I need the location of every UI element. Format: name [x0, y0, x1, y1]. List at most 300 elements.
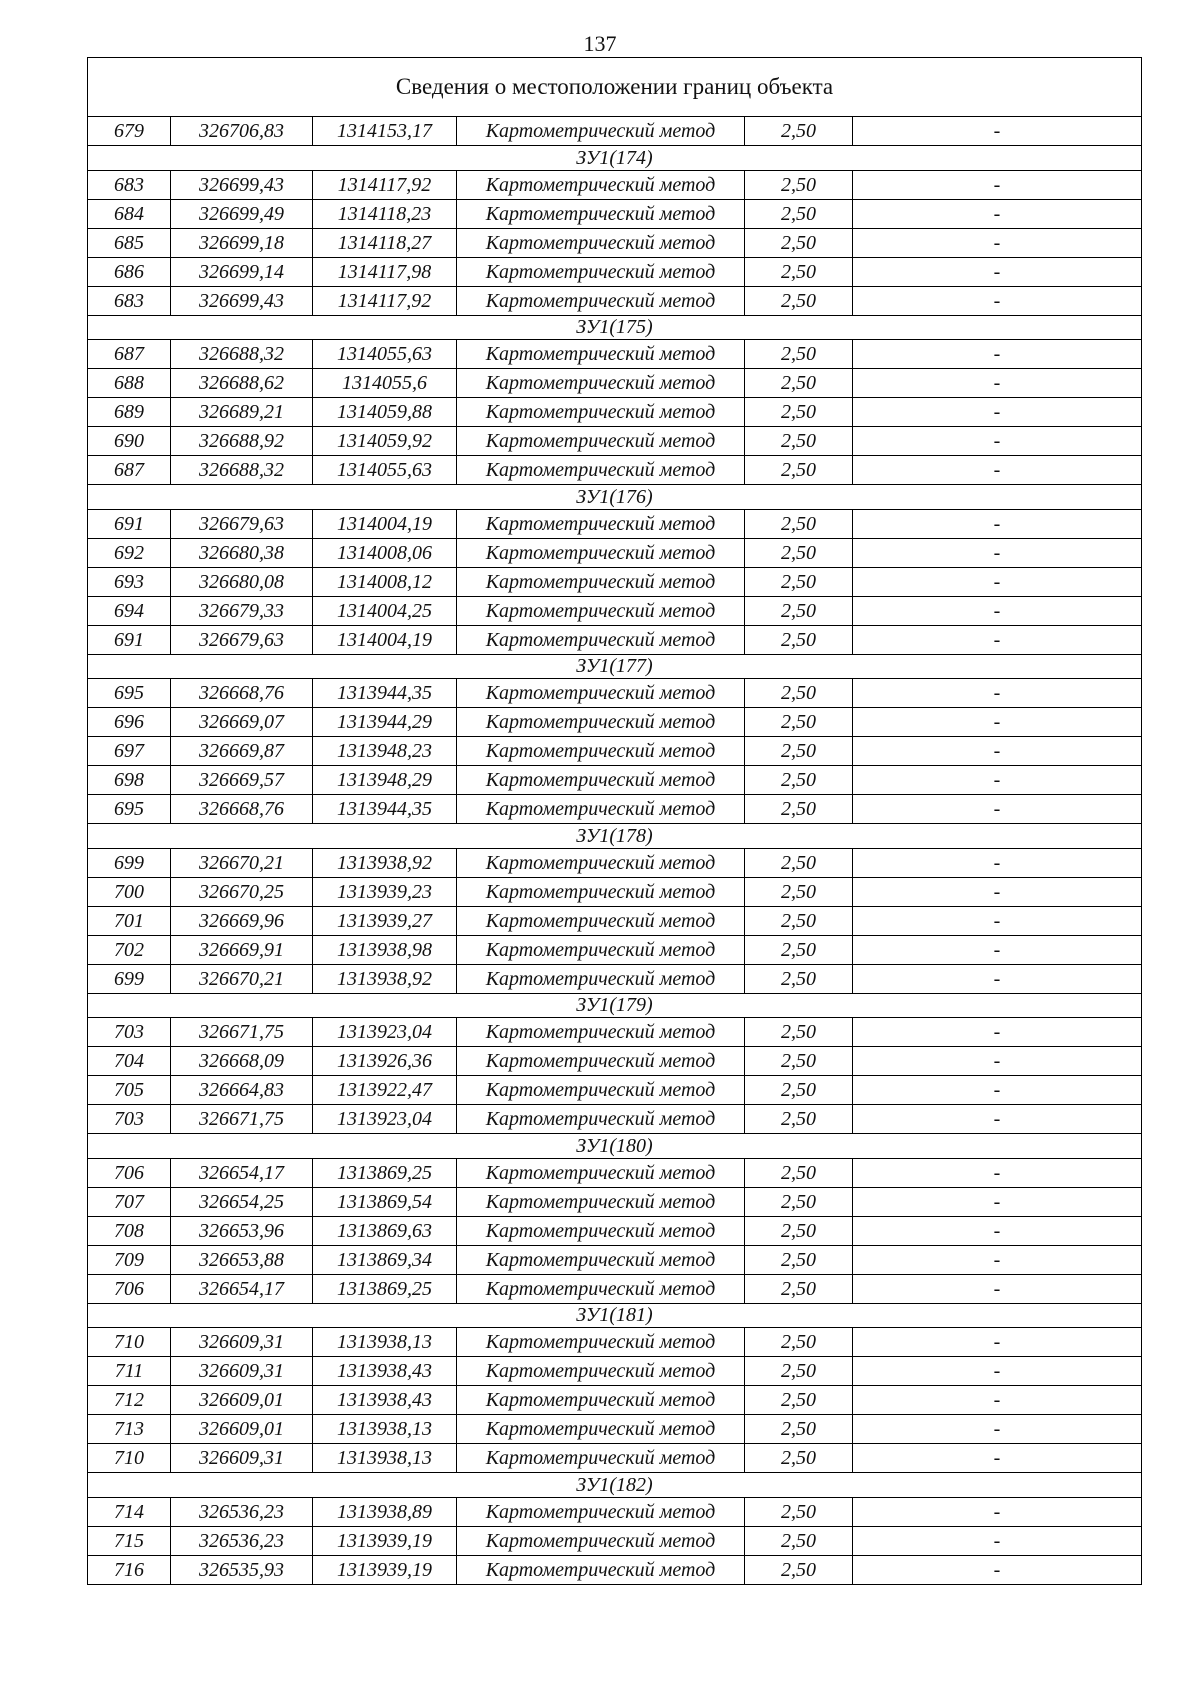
- table-header-row: [88, 58, 1142, 117]
- section-label: ЗУ1(178): [88, 824, 1142, 849]
- table-row: [88, 848, 1142, 877]
- point-number-cell: 696: [88, 708, 171, 737]
- y-coordinate-cell: 1314059,92: [313, 427, 457, 456]
- section-label: ЗУ1(181): [88, 1303, 1142, 1328]
- method-cell: Картометрический метод: [457, 1497, 745, 1526]
- description-cell: -: [853, 1497, 1142, 1526]
- accuracy-cell: 2,50: [745, 1386, 853, 1415]
- point-number-cell: 679: [88, 117, 171, 146]
- x-coordinate-cell: 326688,32: [171, 456, 313, 485]
- description-cell: -: [853, 1245, 1142, 1274]
- table-row: [88, 737, 1142, 766]
- description-cell: -: [853, 369, 1142, 398]
- y-coordinate-cell: 1313938,89: [313, 1497, 457, 1526]
- x-coordinate-cell: 326688,92: [171, 427, 313, 456]
- description-cell: -: [853, 1076, 1142, 1105]
- section-row: [88, 824, 1142, 849]
- table-row: [88, 369, 1142, 398]
- x-coordinate-cell: 326664,83: [171, 1076, 313, 1105]
- table-body: [88, 58, 1142, 1585]
- point-number-cell: 686: [88, 257, 171, 286]
- x-coordinate-cell: 326654,17: [171, 1274, 313, 1303]
- table-title: Сведения о местоположении границ объекта: [88, 58, 1142, 117]
- accuracy-cell: 2,50: [745, 228, 853, 257]
- x-coordinate-cell: 326609,31: [171, 1328, 313, 1357]
- table-row: [88, 199, 1142, 228]
- y-coordinate-cell: 1313926,36: [313, 1047, 457, 1076]
- point-number-cell: 706: [88, 1158, 171, 1187]
- method-cell: Картометрический метод: [457, 795, 745, 824]
- table-row: [88, 509, 1142, 538]
- x-coordinate-cell: 326670,21: [171, 848, 313, 877]
- description-cell: -: [853, 340, 1142, 369]
- point-number-cell: 702: [88, 935, 171, 964]
- accuracy-cell: 2,50: [745, 1497, 853, 1526]
- table-row: [88, 1328, 1142, 1357]
- accuracy-cell: 2,50: [745, 596, 853, 625]
- x-coordinate-cell: 326699,43: [171, 170, 313, 199]
- method-cell: Картометрический метод: [457, 117, 745, 146]
- y-coordinate-cell: 1313939,19: [313, 1526, 457, 1555]
- y-coordinate-cell: 1314008,12: [313, 567, 457, 596]
- method-cell: Картометрический метод: [457, 1076, 745, 1105]
- description-cell: -: [853, 1444, 1142, 1473]
- y-coordinate-cell: 1313938,92: [313, 964, 457, 993]
- table-row: [88, 1444, 1142, 1473]
- accuracy-cell: 2,50: [745, 935, 853, 964]
- table-row: [88, 170, 1142, 199]
- y-coordinate-cell: 1313939,27: [313, 906, 457, 935]
- y-coordinate-cell: 1313938,98: [313, 935, 457, 964]
- method-cell: Картометрический метод: [457, 877, 745, 906]
- x-coordinate-cell: 326669,96: [171, 906, 313, 935]
- y-coordinate-cell: 1314118,27: [313, 228, 457, 257]
- accuracy-cell: 2,50: [745, 340, 853, 369]
- accuracy-cell: 2,50: [745, 456, 853, 485]
- point-number-cell: 685: [88, 228, 171, 257]
- y-coordinate-cell: 1314004,19: [313, 509, 457, 538]
- point-number-cell: 709: [88, 1245, 171, 1274]
- point-number-cell: 704: [88, 1047, 171, 1076]
- section-label: ЗУ1(182): [88, 1473, 1142, 1498]
- accuracy-cell: 2,50: [745, 1555, 853, 1584]
- x-coordinate-cell: 326679,33: [171, 596, 313, 625]
- point-number-cell: 703: [88, 1018, 171, 1047]
- accuracy-cell: 2,50: [745, 1047, 853, 1076]
- accuracy-cell: 2,50: [745, 1328, 853, 1357]
- x-coordinate-cell: 326668,76: [171, 795, 313, 824]
- point-number-cell: 700: [88, 877, 171, 906]
- description-cell: -: [853, 286, 1142, 315]
- method-cell: Картометрический метод: [457, 1526, 745, 1555]
- method-cell: Картометрический метод: [457, 1357, 745, 1386]
- x-coordinate-cell: 326670,25: [171, 877, 313, 906]
- y-coordinate-cell: 1314059,88: [313, 398, 457, 427]
- method-cell: Картометрический метод: [457, 1158, 745, 1187]
- method-cell: Картометрический метод: [457, 398, 745, 427]
- table-row: [88, 567, 1142, 596]
- y-coordinate-cell: 1314055,63: [313, 456, 457, 485]
- accuracy-cell: 2,50: [745, 1245, 853, 1274]
- x-coordinate-cell: 326680,08: [171, 567, 313, 596]
- description-cell: -: [853, 199, 1142, 228]
- x-coordinate-cell: 326706,83: [171, 117, 313, 146]
- accuracy-cell: 2,50: [745, 509, 853, 538]
- description-cell: -: [853, 427, 1142, 456]
- section-row: [88, 1303, 1142, 1328]
- table-row: [88, 1386, 1142, 1415]
- accuracy-cell: 2,50: [745, 1274, 853, 1303]
- y-coordinate-cell: 1313939,19: [313, 1555, 457, 1584]
- point-number-cell: 697: [88, 737, 171, 766]
- y-coordinate-cell: 1313869,25: [313, 1274, 457, 1303]
- method-cell: Картометрический метод: [457, 228, 745, 257]
- point-number-cell: 703: [88, 1105, 171, 1134]
- description-cell: -: [853, 848, 1142, 877]
- y-coordinate-cell: 1313923,04: [313, 1105, 457, 1134]
- x-coordinate-cell: 326688,62: [171, 369, 313, 398]
- y-coordinate-cell: 1313944,35: [313, 795, 457, 824]
- accuracy-cell: 2,50: [745, 848, 853, 877]
- description-cell: -: [853, 117, 1142, 146]
- x-coordinate-cell: 326679,63: [171, 625, 313, 654]
- method-cell: Картометрический метод: [457, 286, 745, 315]
- section-label: ЗУ1(180): [88, 1134, 1142, 1159]
- y-coordinate-cell: 1314117,98: [313, 257, 457, 286]
- section-row: [88, 654, 1142, 679]
- description-cell: -: [853, 257, 1142, 286]
- y-coordinate-cell: 1314004,19: [313, 625, 457, 654]
- method-cell: Картометрический метод: [457, 567, 745, 596]
- point-number-cell: 699: [88, 964, 171, 993]
- description-cell: -: [853, 708, 1142, 737]
- point-number-cell: 711: [88, 1357, 171, 1386]
- description-cell: -: [853, 228, 1142, 257]
- accuracy-cell: 2,50: [745, 199, 853, 228]
- y-coordinate-cell: 1313948,23: [313, 737, 457, 766]
- table-row: [88, 286, 1142, 315]
- point-number-cell: 698: [88, 766, 171, 795]
- section-row: [88, 315, 1142, 340]
- method-cell: Картометрический метод: [457, 906, 745, 935]
- description-cell: -: [853, 935, 1142, 964]
- accuracy-cell: 2,50: [745, 1018, 853, 1047]
- x-coordinate-cell: 326653,88: [171, 1245, 313, 1274]
- point-number-cell: 713: [88, 1415, 171, 1444]
- accuracy-cell: 2,50: [745, 1076, 853, 1105]
- method-cell: Картометрический метод: [457, 1047, 745, 1076]
- y-coordinate-cell: 1313938,43: [313, 1357, 457, 1386]
- table-row: [88, 1105, 1142, 1134]
- x-coordinate-cell: 326609,01: [171, 1386, 313, 1415]
- method-cell: Картометрический метод: [457, 340, 745, 369]
- description-cell: -: [853, 509, 1142, 538]
- description-cell: -: [853, 1216, 1142, 1245]
- method-cell: Картометрический метод: [457, 848, 745, 877]
- description-cell: -: [853, 1187, 1142, 1216]
- description-cell: -: [853, 877, 1142, 906]
- x-coordinate-cell: 326671,75: [171, 1018, 313, 1047]
- y-coordinate-cell: 1314118,23: [313, 199, 457, 228]
- section-row: [88, 993, 1142, 1018]
- point-number-cell: 689: [88, 398, 171, 427]
- method-cell: Картометрический метод: [457, 766, 745, 795]
- section-label: ЗУ1(179): [88, 993, 1142, 1018]
- method-cell: Картометрический метод: [457, 679, 745, 708]
- description-cell: -: [853, 1105, 1142, 1134]
- y-coordinate-cell: 1313938,43: [313, 1386, 457, 1415]
- table-row: [88, 625, 1142, 654]
- accuracy-cell: 2,50: [745, 1105, 853, 1134]
- y-coordinate-cell: 1313938,92: [313, 848, 457, 877]
- description-cell: -: [853, 766, 1142, 795]
- point-number-cell: 687: [88, 340, 171, 369]
- y-coordinate-cell: 1314153,17: [313, 117, 457, 146]
- description-cell: -: [853, 596, 1142, 625]
- method-cell: Картометрический метод: [457, 1274, 745, 1303]
- point-number-cell: 693: [88, 567, 171, 596]
- accuracy-cell: 2,50: [745, 795, 853, 824]
- x-coordinate-cell: 326654,25: [171, 1187, 313, 1216]
- point-number-cell: 683: [88, 286, 171, 315]
- y-coordinate-cell: 1313869,25: [313, 1158, 457, 1187]
- y-coordinate-cell: 1313923,04: [313, 1018, 457, 1047]
- table-row: [88, 427, 1142, 456]
- point-number-cell: 695: [88, 679, 171, 708]
- y-coordinate-cell: 1313938,13: [313, 1444, 457, 1473]
- section-label: ЗУ1(175): [88, 315, 1142, 340]
- x-coordinate-cell: 326679,63: [171, 509, 313, 538]
- x-coordinate-cell: 326536,23: [171, 1526, 313, 1555]
- x-coordinate-cell: 326699,14: [171, 257, 313, 286]
- accuracy-cell: 2,50: [745, 286, 853, 315]
- description-cell: -: [853, 1158, 1142, 1187]
- table-row: [88, 456, 1142, 485]
- description-cell: -: [853, 1386, 1142, 1415]
- y-coordinate-cell: 1314117,92: [313, 170, 457, 199]
- accuracy-cell: 2,50: [745, 964, 853, 993]
- description-cell: -: [853, 964, 1142, 993]
- description-cell: -: [853, 170, 1142, 199]
- method-cell: Картометрический метод: [457, 509, 745, 538]
- method-cell: Картометрический метод: [457, 1328, 745, 1357]
- point-number-cell: 716: [88, 1555, 171, 1584]
- table-row: [88, 1555, 1142, 1584]
- table-row: [88, 228, 1142, 257]
- method-cell: Картометрический метод: [457, 625, 745, 654]
- table-row: [88, 1274, 1142, 1303]
- method-cell: Картометрический метод: [457, 538, 745, 567]
- y-coordinate-cell: 1314055,63: [313, 340, 457, 369]
- description-cell: -: [853, 1526, 1142, 1555]
- point-number-cell: 694: [88, 596, 171, 625]
- x-coordinate-cell: 326668,09: [171, 1047, 313, 1076]
- x-coordinate-cell: 326653,96: [171, 1216, 313, 1245]
- x-coordinate-cell: 326668,76: [171, 679, 313, 708]
- accuracy-cell: 2,50: [745, 1526, 853, 1555]
- accuracy-cell: 2,50: [745, 1357, 853, 1386]
- description-cell: -: [853, 1047, 1142, 1076]
- table-row: [88, 1526, 1142, 1555]
- method-cell: Картометрический метод: [457, 1444, 745, 1473]
- point-number-cell: 690: [88, 427, 171, 456]
- method-cell: Картометрический метод: [457, 199, 745, 228]
- method-cell: Картометрический метод: [457, 596, 745, 625]
- x-coordinate-cell: 326609,01: [171, 1415, 313, 1444]
- description-cell: -: [853, 567, 1142, 596]
- description-cell: -: [853, 795, 1142, 824]
- method-cell: Картометрический метод: [457, 935, 745, 964]
- table-row: [88, 596, 1142, 625]
- y-coordinate-cell: 1313944,29: [313, 708, 457, 737]
- accuracy-cell: 2,50: [745, 427, 853, 456]
- section-label: ЗУ1(177): [88, 654, 1142, 679]
- method-cell: Картометрический метод: [457, 1105, 745, 1134]
- y-coordinate-cell: 1313938,13: [313, 1415, 457, 1444]
- point-number-cell: 691: [88, 509, 171, 538]
- accuracy-cell: 2,50: [745, 117, 853, 146]
- y-coordinate-cell: 1314117,92: [313, 286, 457, 315]
- method-cell: Картометрический метод: [457, 708, 745, 737]
- x-coordinate-cell: 326609,31: [171, 1357, 313, 1386]
- description-cell: -: [853, 1357, 1142, 1386]
- y-coordinate-cell: 1314008,06: [313, 538, 457, 567]
- section-row: [88, 485, 1142, 510]
- description-cell: -: [853, 538, 1142, 567]
- method-cell: Картометрический метод: [457, 1555, 745, 1584]
- point-number-cell: 701: [88, 906, 171, 935]
- page-number: 137: [583, 31, 617, 56]
- accuracy-cell: 2,50: [745, 906, 853, 935]
- point-number-cell: 708: [88, 1216, 171, 1245]
- description-cell: -: [853, 1328, 1142, 1357]
- point-number-cell: 692: [88, 538, 171, 567]
- point-number-cell: 715: [88, 1526, 171, 1555]
- method-cell: Картометрический метод: [457, 427, 745, 456]
- y-coordinate-cell: 1313869,63: [313, 1216, 457, 1245]
- x-coordinate-cell: 326654,17: [171, 1158, 313, 1187]
- x-coordinate-cell: 326669,91: [171, 935, 313, 964]
- accuracy-cell: 2,50: [745, 625, 853, 654]
- description-cell: -: [853, 456, 1142, 485]
- method-cell: Картометрический метод: [457, 369, 745, 398]
- section-row: [88, 146, 1142, 171]
- section-row: [88, 1473, 1142, 1498]
- table-row: [88, 708, 1142, 737]
- point-number-cell: 699: [88, 848, 171, 877]
- table-row: [88, 1158, 1142, 1187]
- point-number-cell: 706: [88, 1274, 171, 1303]
- accuracy-cell: 2,50: [745, 398, 853, 427]
- accuracy-cell: 2,50: [745, 877, 853, 906]
- x-coordinate-cell: 326699,43: [171, 286, 313, 315]
- accuracy-cell: 2,50: [745, 1216, 853, 1245]
- x-coordinate-cell: 326699,49: [171, 199, 313, 228]
- method-cell: Картометрический метод: [457, 1386, 745, 1415]
- x-coordinate-cell: 326669,87: [171, 737, 313, 766]
- y-coordinate-cell: 1313869,34: [313, 1245, 457, 1274]
- point-number-cell: 710: [88, 1444, 171, 1473]
- description-cell: -: [853, 1274, 1142, 1303]
- description-cell: -: [853, 1018, 1142, 1047]
- x-coordinate-cell: 326535,93: [171, 1555, 313, 1584]
- table-row: [88, 117, 1142, 146]
- method-cell: Картометрический метод: [457, 1415, 745, 1444]
- accuracy-cell: 2,50: [745, 538, 853, 567]
- table-row: [88, 1018, 1142, 1047]
- method-cell: Картометрический метод: [457, 1216, 745, 1245]
- section-row: [88, 1134, 1142, 1159]
- description-cell: -: [853, 906, 1142, 935]
- method-cell: Картометрический метод: [457, 1187, 745, 1216]
- x-coordinate-cell: 326609,31: [171, 1444, 313, 1473]
- x-coordinate-cell: 326670,21: [171, 964, 313, 993]
- section-label: ЗУ1(174): [88, 146, 1142, 171]
- table-row: [88, 679, 1142, 708]
- table-row: [88, 1216, 1142, 1245]
- y-coordinate-cell: 1313938,13: [313, 1328, 457, 1357]
- method-cell: Картометрический метод: [457, 737, 745, 766]
- table-row: [88, 964, 1142, 993]
- accuracy-cell: 2,50: [745, 1444, 853, 1473]
- x-coordinate-cell: 326689,21: [171, 398, 313, 427]
- point-number-cell: 705: [88, 1076, 171, 1105]
- method-cell: Картометрический метод: [457, 170, 745, 199]
- y-coordinate-cell: 1313939,23: [313, 877, 457, 906]
- method-cell: Картометрический метод: [457, 964, 745, 993]
- table-row: [88, 795, 1142, 824]
- y-coordinate-cell: 1313922,47: [313, 1076, 457, 1105]
- description-cell: -: [853, 398, 1142, 427]
- table-row: [88, 935, 1142, 964]
- accuracy-cell: 2,50: [745, 257, 853, 286]
- table-row: [88, 340, 1142, 369]
- table-row: [88, 1245, 1142, 1274]
- point-number-cell: 707: [88, 1187, 171, 1216]
- point-number-cell: 688: [88, 369, 171, 398]
- description-cell: -: [853, 737, 1142, 766]
- x-coordinate-cell: 326671,75: [171, 1105, 313, 1134]
- description-cell: -: [853, 1415, 1142, 1444]
- table-row: [88, 1357, 1142, 1386]
- y-coordinate-cell: 1313944,35: [313, 679, 457, 708]
- table-row: [88, 766, 1142, 795]
- section-label: ЗУ1(176): [88, 485, 1142, 510]
- accuracy-cell: 2,50: [745, 1415, 853, 1444]
- table-row: [88, 538, 1142, 567]
- x-coordinate-cell: 326669,57: [171, 766, 313, 795]
- x-coordinate-cell: 326669,07: [171, 708, 313, 737]
- point-number-cell: 683: [88, 170, 171, 199]
- table-row: [88, 1497, 1142, 1526]
- y-coordinate-cell: 1314055,6: [313, 369, 457, 398]
- method-cell: Картометрический метод: [457, 456, 745, 485]
- table-row: [88, 1047, 1142, 1076]
- accuracy-cell: 2,50: [745, 1158, 853, 1187]
- y-coordinate-cell: 1313869,54: [313, 1187, 457, 1216]
- boundary-coordinates-table: [87, 57, 1142, 1585]
- table-row: [88, 906, 1142, 935]
- description-cell: -: [853, 679, 1142, 708]
- table-row: [88, 877, 1142, 906]
- point-number-cell: 684: [88, 199, 171, 228]
- y-coordinate-cell: 1313948,29: [313, 766, 457, 795]
- accuracy-cell: 2,50: [745, 679, 853, 708]
- x-coordinate-cell: 326688,32: [171, 340, 313, 369]
- method-cell: Картометрический метод: [457, 257, 745, 286]
- accuracy-cell: 2,50: [745, 1187, 853, 1216]
- x-coordinate-cell: 326680,38: [171, 538, 313, 567]
